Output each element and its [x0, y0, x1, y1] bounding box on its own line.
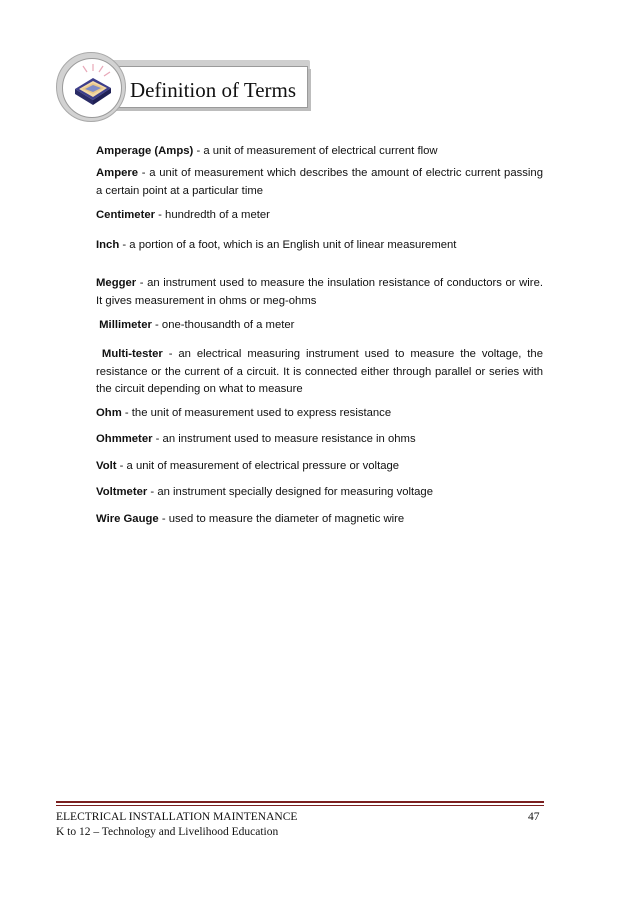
term-name: Inch	[96, 239, 120, 251]
term-name: Centimeter	[96, 209, 156, 221]
term-definition: - a unit of measurement which describes the amount of electric current passing a certain point at a particular time	[96, 167, 543, 197]
term-centimeter	[96, 207, 543, 225]
term-definition: - the unit of measurement used to express resistance	[121, 407, 392, 419]
footer-rule-thin	[56, 805, 544, 806]
term-name: Ampere	[96, 167, 139, 179]
term-voltmeter	[96, 484, 543, 502]
term-ohmmeter	[96, 431, 543, 449]
book-icon	[63, 59, 121, 117]
term-millimeter	[96, 317, 543, 335]
header-icon-badge	[56, 52, 126, 122]
term-name: Megger	[96, 277, 137, 289]
term-definition: - a unit of measurement of electrical pressure or voltage	[116, 460, 400, 472]
term-multi-tester	[96, 346, 543, 399]
term-definition: - a portion of a foot, which is an English unit of linear measurement	[119, 239, 457, 251]
term-wire-gauge	[96, 511, 543, 529]
term-definition: - an instrument used to measure the insulation resistance of conductors or wire. It gives measurement in ohms or meg-ohms	[96, 277, 543, 307]
footer-course-title: ELECTRICAL INSTALLATION MAINTENANCE	[56, 811, 298, 823]
term-ohm	[96, 405, 543, 423]
footer-rule	[56, 801, 544, 803]
section-header	[56, 52, 316, 124]
term-definition: - hundredth of a meter	[155, 209, 270, 221]
term-definition: - an instrument specially designed for measuring voltage	[147, 486, 433, 498]
page-number: 47	[528, 811, 540, 823]
term-amperage	[96, 143, 543, 161]
section-title: Definition of Terms	[129, 78, 297, 102]
term-definition: - a unit of measurement of electrical current flow	[193, 145, 438, 157]
term-definition: - one-thousandth of a meter	[151, 319, 295, 331]
term-name: Ohm	[96, 407, 122, 419]
term-volt	[96, 458, 543, 476]
footer-program: K to 12 – Technology and Livelihood Education	[56, 826, 279, 838]
term-name: Volt	[96, 460, 117, 472]
term-name: Ohmmeter	[96, 433, 153, 445]
term-name: Millimeter	[99, 319, 152, 331]
term-name: Amperage (Amps)	[96, 145, 194, 157]
term-definition: - an instrument used to measure resistance in ohms	[152, 433, 416, 445]
term-definition: - an electrical measuring instrument used to measure the voltage, the resistance or the current of a circuit. It is connected either through parallel or series with the circuit depending on what to measure	[96, 348, 543, 395]
term-name: Multi-tester	[101, 348, 163, 360]
term-name: Wire Gauge	[96, 513, 159, 525]
term-megger	[96, 275, 543, 310]
term-inch	[96, 237, 543, 255]
term-name: Voltmeter	[96, 486, 148, 498]
term-definition: - used to measure the diameter of magnetic wire	[158, 513, 405, 525]
term-ampere	[96, 165, 543, 200]
